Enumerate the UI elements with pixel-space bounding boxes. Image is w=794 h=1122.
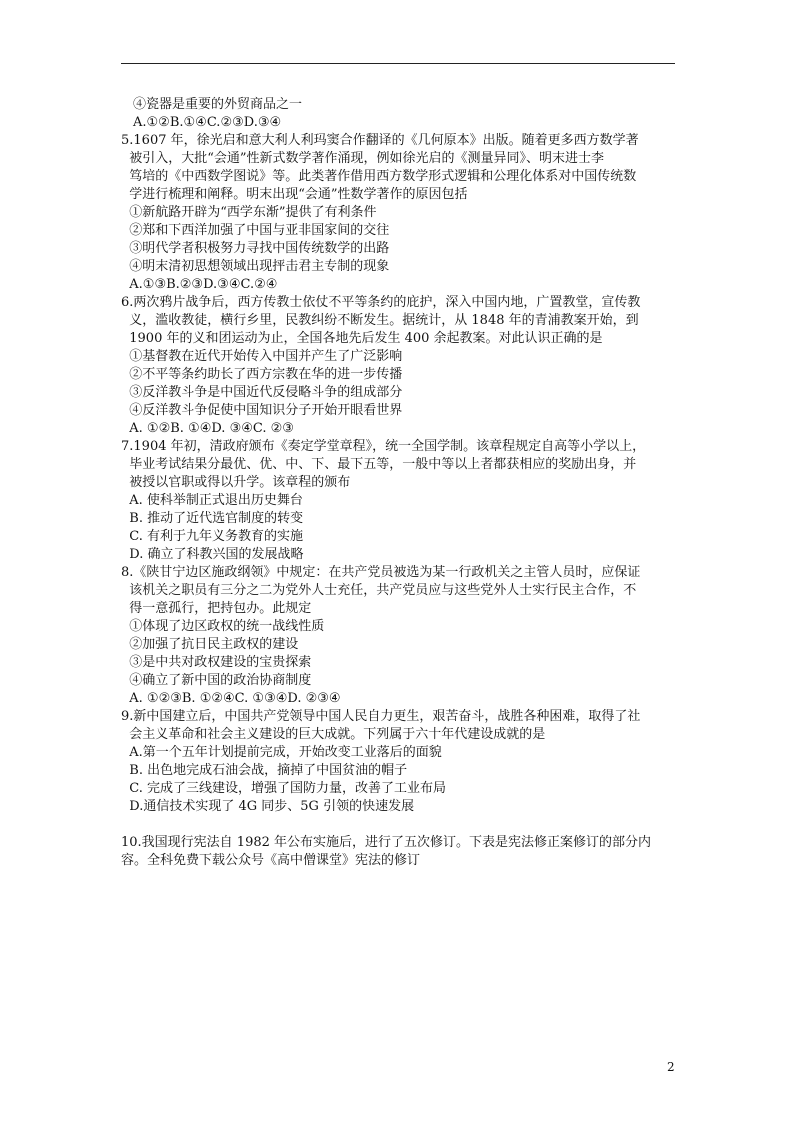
answer-option-a: A. 使科举制正式退出历史舞台 [121, 493, 303, 508]
option-line: ②加强了抗日民主政权的建设 [121, 637, 299, 652]
option-line: ④确立了新中国的政治协商制度 [121, 673, 312, 688]
option-line: ④明末清初思想领域出现抨击君主专制的现象 [121, 259, 390, 274]
question-stem: 该机关之职员有三分之二为党外人士充任，共产党员应与这些党外人士实行民主合作，不 [121, 583, 637, 598]
question-stem: 10.我国现行宪法自 1982 年公布实施后，进行了五次修订。下表是宪法修正案修订的部分内 [121, 835, 652, 850]
option-line: ④瓷器是重要的外贸商品之一 [133, 97, 303, 112]
option-line: ③是中共对政权建设的宝贵探索 [121, 655, 312, 670]
option-line: ②不平等条约助长了西方宗教在华的进一步传播 [121, 367, 403, 382]
spacer [121, 816, 681, 834]
answer-option-c: C. 有利于九年义务教育的实施 [121, 529, 304, 544]
question-stem: 毕业考试结果分最优、优、中、下、最下五等，一般中等以上者都获相应的奖励出身，并 [121, 457, 637, 472]
question-9 [121, 708, 681, 816]
question-stem: 被引入，大批“会通”性新式数学著作涌现，例如徐光启的《测量异同》、明末进士李 [121, 151, 605, 166]
answer-choices: A. ①②③B. ①②④C. ①③④D. ②③④ [121, 691, 341, 706]
question-10 [121, 834, 681, 870]
answer-option-d: D. 确立了科教兴国的发展战略 [121, 547, 304, 562]
question-stem: 5.1607 年，徐光启和意大利人利玛窦合作翻译的《几何原本》出版。随着更多西方数学著 [121, 133, 639, 148]
question-stem: 会主义革命和社会主义建设的巨大成就。下列属于六十年代建设成就的是 [121, 727, 546, 742]
option-line: ②郑和下西洋加强了中国与亚非国家间的交往 [121, 223, 390, 238]
option-line: ①体现了边区政权的统一战线性质 [121, 619, 325, 634]
question-stem: 9.新中国建立后，中国共产党领导中国人民自力更生，艰苦奋斗，战胜各种困难，取得了社 [121, 709, 641, 724]
option-line: ③明代学者积极努力寻找中国传统数学的出路 [121, 241, 390, 256]
question-stem: 学进行梳理和阐释。明末出现“会通”性数学著作的原因包括 [121, 187, 468, 202]
answer-option-b: B. 推动了近代选官制度的转变 [121, 511, 304, 526]
question-8 [121, 564, 681, 708]
question-7 [121, 438, 681, 564]
question-stem: 7.1904 年初，清政府颁布《奏定学堂章程》，统一全国学制。该章程规定自高等小学以上， [121, 439, 646, 454]
option-line: ①基督教在近代开始传入中国并产生了广泛影响 [121, 349, 403, 364]
question-stem: 义，滥收教徒，横行乡里，民教纠纷不断发生。据统计，从 1848 年的青浦教案开始，到 [121, 313, 639, 328]
question-5 [121, 132, 681, 294]
question-stem: 容。全科免费下载公众号《高中僧课堂》宪法的修订 [121, 853, 421, 868]
header-rule [121, 63, 675, 64]
answer-option-c: C. 完成了三线建设，增强了国防力量，改善了工业布局 [121, 781, 447, 796]
question-stem: 笃培的《中西数学图说》等。此类著作借用西方数学形式逻辑和公理化体系对中国传统数 [121, 169, 637, 184]
answer-option-a: A.第一个五年计划提前完成，开始改变工业落后的面貌 [121, 745, 442, 760]
option-line: ③反洋教斗争是中国近代反侵略斗争的组成部分 [121, 385, 403, 400]
question-6 [121, 294, 681, 438]
question-stem: 8.《陕甘宁边区施政纲领》中规定：在共产党员被选为某一行政机关之主管人员时，应保证 [121, 565, 641, 580]
question-stem: 1900 年的义和团运动为止，全国各地先后发生 400 余起教案。对此认识正确的是 [121, 331, 603, 346]
exam-content [121, 96, 681, 870]
question-4-tail [121, 96, 681, 132]
answer-choices: A.①②B.①④C.②③D.③④ [133, 115, 282, 130]
answer-choices: A.①③B.②③D.③④C.②④ [121, 277, 278, 292]
page-number: 2 [667, 1060, 675, 1074]
question-stem: 被授以官职或得以升学。该章程的颁布 [121, 475, 351, 490]
question-stem: 得一意孤行，把持包办。此规定 [121, 601, 312, 616]
option-line: ①新航路开辟为“西学东渐”提供了有利条件 [121, 205, 377, 220]
answer-choices: A. ①②B. ①④D. ③④C. ②③ [121, 421, 294, 436]
question-stem: 6.两次鸦片战争后，西方传教士依仗不平等条约的庇护，深入中国内地，广置教堂，宣传教 [121, 295, 641, 310]
answer-option-b: B. 出色地完成石油会战，摘掉了中国贫油的帽子 [121, 763, 408, 778]
answer-option-d: D.通信技术实现了 4G 同步、5G 引领的快速发展 [121, 799, 415, 814]
option-line: ④反洋教斗争促使中国知识分子开始开眼看世界 [121, 403, 403, 418]
